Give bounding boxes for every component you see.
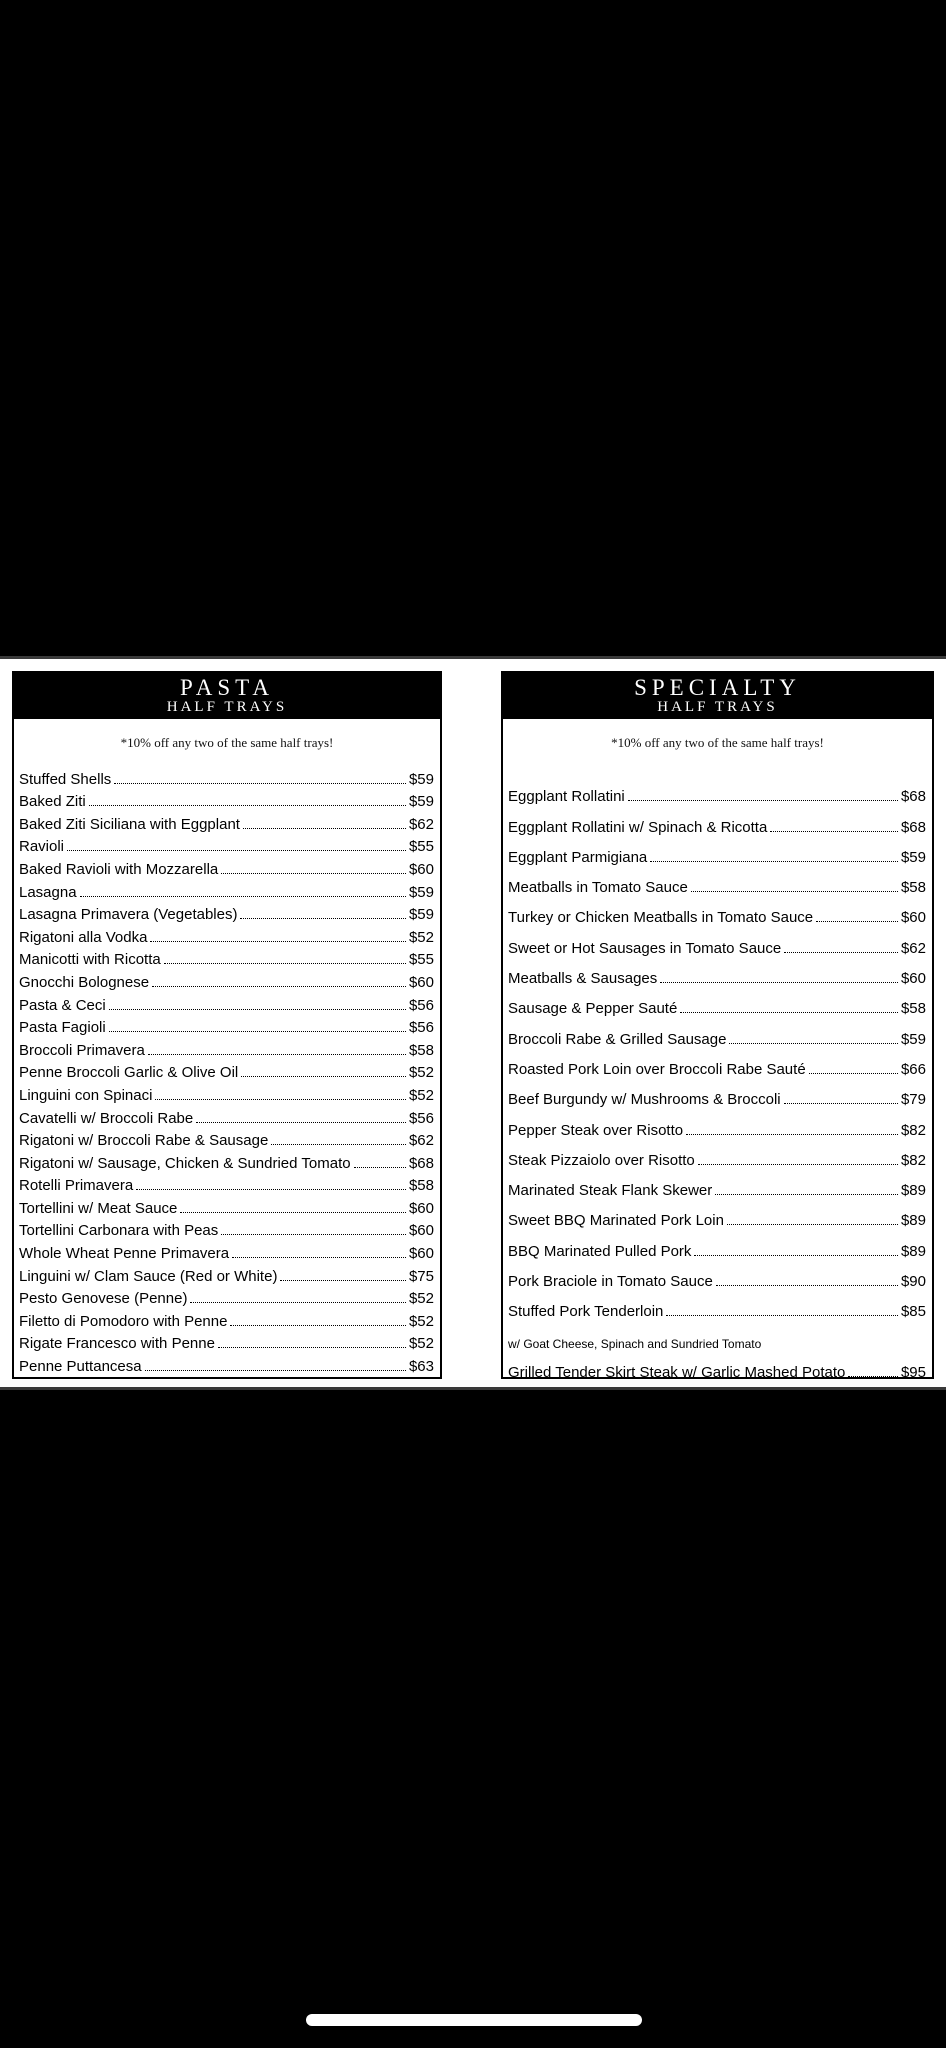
menu-item-name: Rigatoni w/ Sausage, Chicken & Sundried Tomato [19,1154,351,1172]
menu-item [508,1260,926,1290]
menu-item [19,1127,434,1150]
menu-item [508,775,926,805]
dot-leader [136,1189,406,1190]
menu-item [508,805,926,835]
menu-item-name: Baked Ziti Siciliana with Eggplant [19,815,240,833]
menu-item-name: Turkey or Chicken Meatballs in Tomato Sauce [508,909,814,927]
menu-item-price: $52 [408,1335,434,1353]
dot-leader [109,1031,406,1032]
menu-item-price: $90 [900,1273,926,1291]
menu-item-name: Sweet or Hot Sausages in Tomato Sauce [508,939,782,957]
menu-item [19,991,434,1014]
menu-item-price: $52 [408,1290,434,1308]
menu-item [508,926,926,956]
menu-item-price: $60 [900,909,926,927]
pasta-panel [12,671,442,1379]
menu-item [508,987,926,1017]
menu-item-price: $52 [408,1086,434,1104]
menu-item [19,1036,434,1059]
dot-leader [145,1370,406,1371]
menu-item-name: Stuffed Shells [19,770,112,788]
dot-leader [232,1257,406,1258]
menu-item-price: $60 [408,1199,434,1217]
menu-item-price: $68 [408,1154,434,1172]
menu-item-price: $62 [408,815,434,833]
menu-item-name: Rotelli Primavera [19,1177,134,1195]
dot-leader [221,1234,406,1235]
menu-item-price: $66 [900,1060,926,1078]
dot-leader [660,982,898,983]
menu-item-name: Pasta & Ceci [19,996,106,1014]
menu-item [19,1059,434,1082]
menu-item-price: $60 [408,860,434,878]
menu-item [19,1307,434,1330]
menu-item-price: $55 [408,951,434,969]
dot-leader [715,1194,898,1195]
menu-item [19,1172,434,1195]
menu-item-name: Rigatoni alla Vodka [19,928,148,946]
dot-leader [155,1099,406,1100]
menu-item [19,878,434,901]
menu-item [19,1352,434,1375]
menu-item [19,810,434,833]
menu-item-name: Roasted Pork Loin over Broccoli Rabe Sauté [508,1060,806,1078]
menu-item [508,1078,926,1108]
menu-item-price: $95 [900,1363,926,1381]
menu-item-name: Lasagna Primavera (Vegetables) [19,906,238,924]
dot-leader [230,1325,406,1326]
menu-item-name: Rigatoni w/ Broccoli Rabe & Sausage [19,1132,269,1150]
menu-item-name: Filetto di Pomodoro with Penne [19,1312,228,1330]
menu-item [508,836,926,866]
menu-item [508,1320,926,1350]
menu-item [19,1262,434,1285]
menu-item-price: $60 [408,1222,434,1240]
menu-item [19,1217,434,1240]
menu-item-price: $58 [408,1177,434,1195]
menu-item-price: $82 [900,1151,926,1169]
menu-item-name: Sausage & Pepper Sauté [508,1000,678,1018]
menu-item-name: Gnocchi Bolognese [19,973,150,991]
dot-leader [148,1054,406,1055]
pasta-discount-note: *10% off any two of the same half trays! [120,735,334,750]
dot-leader [218,1347,406,1348]
menu-item-name: Pepper Steak over Risotto [508,1121,684,1139]
menu-item-price: $59 [900,1030,926,1048]
menu-item [19,946,434,969]
menu-item-name: Stuffed Pork Tenderloin [508,1303,664,1321]
menu-item-name: Baked Ravioli with Mozzarella [19,860,219,878]
pasta-title: PASTA [180,675,274,700]
menu-item-price: $89 [900,1212,926,1230]
menu-item-name: Meatballs in Tomato Sauce [508,879,688,897]
dot-leader [680,1012,898,1013]
menu-item-name: Whole Wheat Penne Primavera [19,1245,230,1263]
menu-item [19,1104,434,1127]
dot-leader [190,1302,406,1303]
menu-item-name: Baked Ziti [19,793,86,811]
menu-item [19,833,434,856]
menu-item [19,1014,434,1037]
dot-leader [694,1255,898,1256]
menu-item [19,968,434,991]
dot-leader [727,1224,898,1225]
menu-item [508,1351,926,1381]
menu-item-name: Broccoli Primavera [19,1041,145,1059]
menu-item [19,855,434,878]
menu-item [508,1017,926,1047]
menu-item-price: $85 [900,1303,926,1321]
menu-item [508,896,926,926]
dot-leader [89,805,406,806]
dot-leader [716,1285,898,1286]
menu-item-name: Marinated Steak Flank Skewer [508,1182,713,1200]
menu-item [19,788,434,811]
dot-leader [164,963,406,964]
menu-item-name: Tortellini Carbonara with Peas [19,1222,219,1240]
specialty-discount-note: *10% off any two of the same half trays! [611,735,824,750]
menu-item-price: $63 [408,1358,434,1376]
menu-item-name: Cavatelli w/ Broccoli Rabe [19,1109,194,1127]
dot-leader [628,800,898,801]
dot-leader [150,941,406,942]
menu-item [19,1149,434,1172]
menu-item [508,1169,926,1199]
dot-leader [666,1315,898,1316]
menu-item-price: $58 [900,1000,926,1018]
menu-item-price: $62 [408,1132,434,1150]
menu-item-price: $82 [900,1121,926,1139]
specialty-item-list [508,775,926,1381]
menu-item-name: Pasta Fagioli [19,1019,106,1037]
menu-item [19,1081,434,1104]
menu-item-price: $52 [408,928,434,946]
menu-item-name: BBQ Marinated Pulled Pork [508,1242,692,1260]
dot-leader [196,1122,406,1123]
menu-item-name: Meatballs & Sausages [508,970,658,988]
menu-item-price: $68 [900,788,926,806]
menu-item-price: $60 [408,973,434,991]
dot-leader [241,1076,406,1077]
menu-item [508,1048,926,1078]
pasta-subtitle: HALF TRAYS [166,699,288,715]
dot-leader [180,1212,406,1213]
dot-leader [784,1103,898,1104]
dot-leader [67,850,406,851]
menu-item [508,1199,926,1229]
menu-item-price: $56 [408,996,434,1014]
dot-leader [848,1376,898,1377]
dot-leader [686,1134,898,1135]
dot-leader [114,783,406,784]
menu-item [19,923,434,946]
menu-item [19,1285,434,1308]
menu-item [508,1290,926,1320]
menu-item-name: Linguini w/ Clam Sauce (Red or White) [19,1267,278,1285]
menu-item-price: $59 [408,770,434,788]
menu-item-name: Tortellini w/ Meat Sauce [19,1199,178,1217]
menu-item-price: $60 [408,1245,434,1263]
menu-item-name: Grilled Tender Skirt Steak w/ Garlic Mashed Potato [508,1363,846,1381]
menu-item [19,765,434,788]
dot-leader [109,1009,406,1010]
menu-item [508,1139,926,1169]
menu-item [19,1239,434,1262]
dot-leader [280,1280,406,1281]
menu-item-name: w/ Goat Cheese, Spinach and Sundried Tomato [508,1336,762,1351]
menu-sheet [0,656,946,1390]
menu-item-price: $59 [408,793,434,811]
menu-item-price: $59 [408,883,434,901]
menu-item [19,1194,434,1217]
menu-item-name: Rigate Francesco with Penne [19,1335,215,1353]
menu-item [508,957,926,987]
menu-item-name: Eggplant Rollatini [508,788,625,806]
menu-item-name: Eggplant Rollatini w/ Spinach & Ricotta [508,818,768,836]
menu-item-name: Manicotti with Ricotta [19,951,161,969]
menu-item-price: $89 [900,1242,926,1260]
menu-item-price: $68 [900,818,926,836]
menu-item-name: Lasagna [19,883,77,901]
specialty-panel [501,671,934,1379]
dot-leader [240,918,406,919]
pasta-header [14,673,440,719]
dot-leader [809,1073,898,1074]
menu-item-name: Steak Pizzaiolo over Risotto [508,1151,695,1169]
menu-item-name: Eggplant Parmigiana [508,848,648,866]
specialty-header [503,673,932,719]
dot-leader [729,1043,898,1044]
menu-item-name: Sweet BBQ Marinated Pork Loin [508,1212,724,1230]
menu-item-price: $89 [900,1182,926,1200]
menu-item-price: $59 [900,848,926,866]
dot-leader [243,828,406,829]
menu-item-price: $55 [408,838,434,856]
dot-leader [80,896,406,897]
menu-item [19,901,434,924]
menu-item-name: Beef Burgundy w/ Mushrooms & Broccoli [508,1091,781,1109]
dot-leader [698,1164,898,1165]
menu-item-price: $56 [408,1109,434,1127]
menu-item [19,1330,434,1353]
dot-leader [770,831,898,832]
dot-leader [784,952,898,953]
menu-item-price: $52 [408,1312,434,1330]
specialty-subtitle: HALF TRAYS [657,699,778,715]
menu-item-price: $58 [408,1041,434,1059]
menu-item-price: $52 [408,1064,434,1082]
menu-item-name: Linguini con Spinaci [19,1086,153,1104]
menu-item-price: $58 [900,879,926,897]
dot-leader [691,891,898,892]
menu-item-price: $79 [900,1091,926,1109]
dot-leader [221,873,406,874]
menu-item-name: Ravioli [19,838,65,856]
dot-leader [271,1144,406,1145]
menu-item-name: Broccoli Rabe & Grilled Sausage [508,1030,727,1048]
specialty-title: SPECIALTY [634,675,801,700]
menu-item-name: Pork Braciole in Tomato Sauce [508,1273,713,1291]
menu-item-price: $62 [900,939,926,957]
menu-item-price: $60 [900,970,926,988]
dot-leader [816,921,898,922]
menu-item-name: Penne Broccoli Garlic & Olive Oil [19,1064,239,1082]
menu-item [508,1108,926,1138]
menu-item [508,866,926,896]
menu-item-name: Penne Puttancesa [19,1358,142,1376]
dot-leader [354,1167,406,1168]
dot-leader [152,986,406,987]
pasta-item-list [19,765,434,1375]
menu-item-price: $56 [408,1019,434,1037]
menu-item [508,1229,926,1259]
menu-item-name: Pesto Genovese (Penne) [19,1290,188,1308]
home-indicator[interactable] [306,2014,642,2026]
menu-item-price: $59 [408,906,434,924]
menu-item-price: $75 [408,1267,434,1285]
dot-leader [650,861,898,862]
